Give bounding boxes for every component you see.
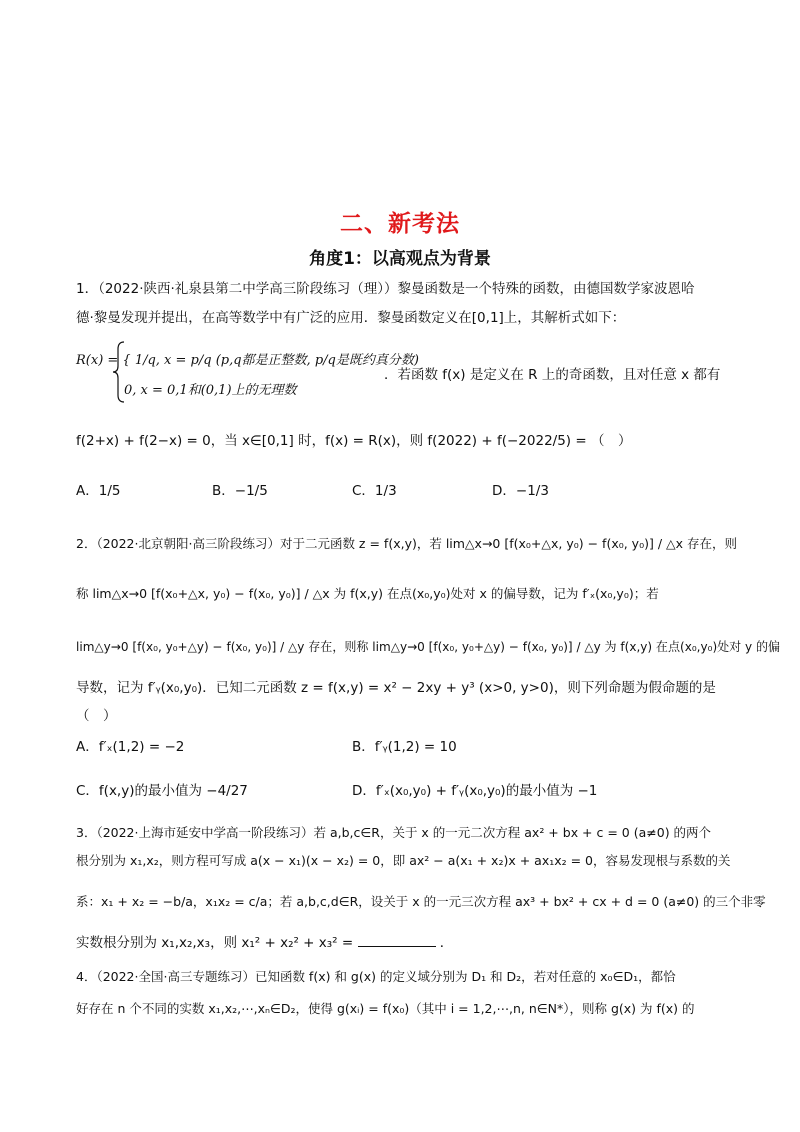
- q2-line-3: lim△y→0 [f(x₀, y₀+△y) − f(x₀, y₀)] / △y 存在，则称 lim△y→0 [f(x₀, y₀+△y) − f(x₀, y₀)] / △y 为 f(x,y) 在点(x₀,y₀)处对 y 的偏: [76, 639, 781, 654]
- q1-option-b: B．−1/5: [212, 483, 268, 499]
- q2-line-4: 导数，记为 f′ᵧ(x₀,y₀)．已知二元函数 z = f(x,y) = x² − 2xy + y³ (x>0, y>0)，则下列命题为假命题的是: [76, 680, 716, 696]
- q4-line-1: 4．（2022·全国·高三专题练习）已知函数 f(x) 和 g(x) 的定义域分别为 D₁ 和 D₂，若对任意的 x₀∈D₁，都恰: [76, 969, 676, 984]
- q2-option-b: B．f′ᵧ(1,2) = 10: [352, 739, 457, 755]
- q2-option-d: D．f′ₓ(x₀,y₀) + f′ᵧ(x₀,y₀)的最小值为 −1: [352, 783, 598, 799]
- q1-def-line-a: R(x) = { 1/q, x = p/q (p,q都是正整数, p/q是既约真分数): [76, 353, 419, 368]
- subsection-title: 角度1：以高观点为背景: [309, 249, 491, 269]
- q2-line-2: 称 lim△x→0 [f(x₀+△x, y₀) − f(x₀, y₀)] / △x 为 f(x,y) 在点(x₀,y₀)处对 x 的偏导数，记为 f′ₓ(x₀,y₀)；若: [76, 586, 659, 601]
- q1-line-1: 1．（2022·陕西·礼泉县第二中学高三阶段练习（理））黎曼函数是一个特殊的函数，由德国数学家波恩哈: [76, 281, 695, 297]
- q3-line-3: 系：x₁ + x₂ = −b/a，x₁x₂ = c/a；若 a,b,c,d∈R，设关于 x 的一元三次方程 ax³ + bx² + cx + d = 0 (a≠0) 的三个非零: [76, 894, 766, 909]
- q3-line-1: 3．（2022·上海市延安中学高一阶段练习）若 a,b,c∈R，关于 x 的一元二次方程 ax² + bx + c = 0 (a≠0) 的两个: [76, 825, 712, 840]
- q2-line-1: 2．（2022·北京朝阳·高三阶段练习）对于二元函数 z = f(x,y)，若 lim△x→0 [f(x₀+△x, y₀) − f(x₀, y₀)] / △x 存在，则: [76, 536, 737, 551]
- q1-option-a: A．1/5: [76, 483, 121, 499]
- q1-def-line-b: 0, x = 0,1和(0,1)上的无理数: [124, 383, 297, 398]
- section-title: 二、新考法: [340, 211, 460, 237]
- q3-line-4-text: 实数根分别为 x₁,x₂,x₃，则 x₁² + x₂² + x₃² =: [76, 935, 354, 951]
- q3-line-2: 根分别为 x₁,x₂，则方程可写成 a(x − x₁)(x − x₂) = 0，即 ax² − a(x₁ + x₂)x + ax₁x₂ = 0，容易发现根与系数的关: [76, 853, 731, 868]
- q2-option-c: C．f(x,y)的最小值为 −4/27: [76, 783, 248, 799]
- q1-line-2: 德·黎曼发现并提出，在高等数学中有广泛的应用．黎曼函数定义在[0,1]上，其解析式如下：: [76, 310, 626, 326]
- q1-line-3: ．若函数 f(x) 是定义在 R 上的奇函数，且对任意 x 都有: [384, 367, 721, 383]
- q3-line-4: [76, 934, 453, 952]
- q2-line-5: （ ）: [76, 708, 117, 724]
- q4-line-2: 好存在 n 个不同的实数 x₁,x₂,⋯,xₙ∈D₂，使得 g(xᵢ) = f(x₀)（其中 i = 1,2,⋯,n, n∈N*），则称 g(x) 为 f(x) 的: [76, 1001, 695, 1016]
- q1-option-d: D．−1/3: [492, 483, 549, 499]
- q3-line-4-end: ．: [439, 935, 454, 951]
- q1-option-c: C．1/3: [352, 483, 397, 499]
- answer-blank: [358, 934, 436, 947]
- q1-line-4: f(2+x) + f(2−x) = 0，当 x∈[0,1] 时，f(x) = R(x)，则 f(2022) + f(−2022/5) = （ ）: [76, 433, 632, 449]
- q2-option-a: A．f′ₓ(1,2) = −2: [76, 739, 185, 755]
